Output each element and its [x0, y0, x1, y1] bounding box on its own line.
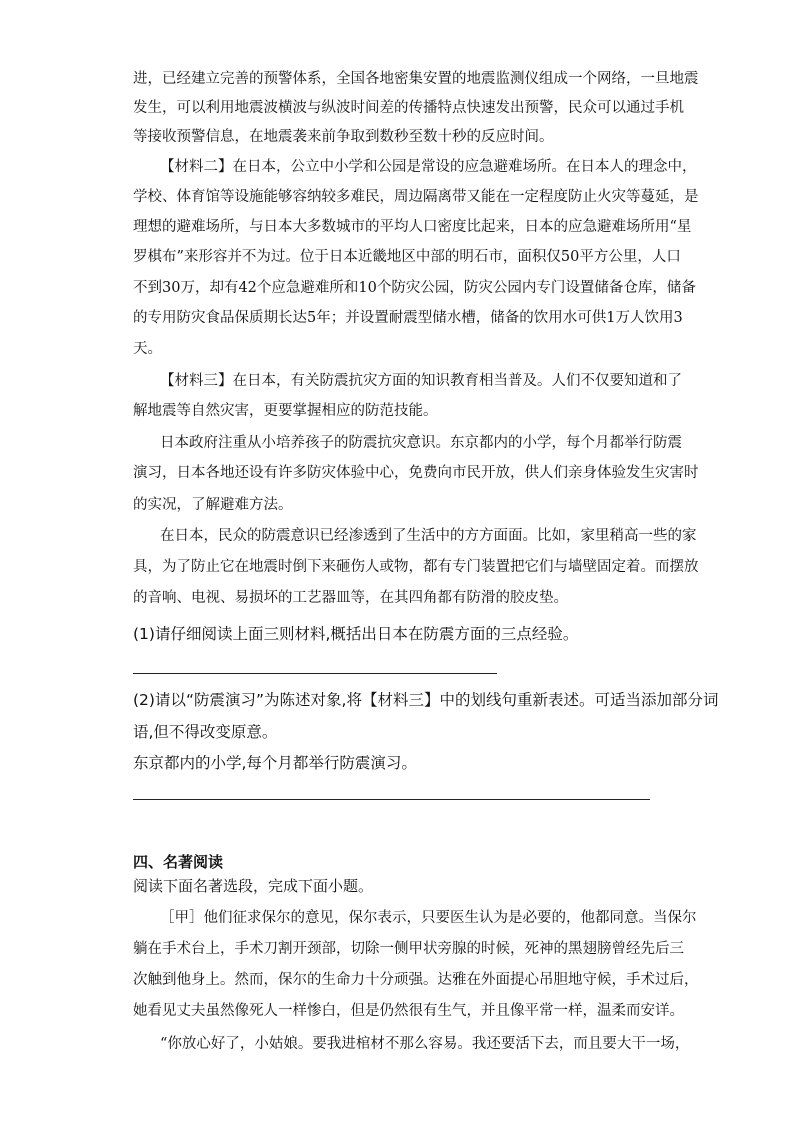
- material-three-line: 【材料三】在日本，有关防震抗灾方面的知识教育相当普及。人们不仅要知道和了: [160, 373, 682, 389]
- text-line: 等接收预警信息，在地震袭来前争取到数秒至数十秒的反应时间。: [133, 129, 554, 145]
- daily-life-paragraph-line: 的音响、电视、易损坏的工艺器皿等，在其四角都有防滑的胶皮垫。: [133, 590, 568, 606]
- material-three-line: 解地震等自然灾害，更要掌握相应的防范技能。: [133, 403, 438, 419]
- material-two-line: 学校、体育馆等设施能够容纳较多难民，周边隔离带又能在一定程度防止火灾等蔓延，是: [133, 189, 699, 205]
- excerpt-line: “你放心好了，小姑娘。要我进棺材不那么容易。我还要活下去，而且要大干一场，: [160, 1036, 690, 1052]
- question-1: (1)请仔细阅读上面三则材料,概括出日本在防震方面的三点经验。: [133, 625, 579, 643]
- text-line: 发生，可以利用地震波横波与纵波时间差的传播特点快速发出预警，民众可以通过手机: [133, 100, 684, 116]
- question-2-line: (2)请以“防震演习”为陈述对象,将【材料三】中的划线句重新表述。可适当添加部分词: [133, 691, 719, 709]
- answer-line-1: [133, 673, 497, 674]
- excerpt-line: 次触到他身上。然而，保尔的生命力十分顽强。达雅在外面提心吊胆地守候，手术过后，: [133, 972, 699, 988]
- material-two-line: 的专用防灾食品保质期长达5年；并设置耐震型储水槽，储备的饮用水可供1万人饮用3: [133, 310, 683, 326]
- question-2-line: 语,但不得改变原意。: [133, 723, 278, 741]
- section-instruction: 阅读下面名著选段，完成下面小题。: [133, 877, 374, 895]
- drills-paragraph-line: 演习，日本各地还设有许多防灾体验中心，免费向市民开放，供人们亲身体验发生灾害时: [133, 465, 699, 481]
- material-two-line: 不到30万，却有42个应急避难所和10个防灾公园，防灾公园内专门设置储备仓库，储备: [133, 280, 696, 296]
- material-two-line: 理想的避难场所，与日本大多数城市的平均人口密度比起来，日本的应急避难场所用“星: [133, 219, 692, 235]
- drills-paragraph-line: 的实况，了解避难方法。: [133, 497, 293, 513]
- excerpt-line: ［甲］他们征求保尔的意见，保尔表示，只要医生认为是必要的，他都同意。当保尔: [160, 910, 697, 926]
- daily-life-paragraph-line: 在日本，民众的防震意识已经渗透到了生活中的方方面面。比如，家里稍高一些的家: [160, 528, 697, 544]
- drills-paragraph-line: 日本政府注重从小培养孩子的防震抗灾意识。东京都内的小学，每个月都举行防震: [160, 435, 682, 451]
- material-two-line: 【材料二】在日本，公立中小学和公园是常设的应急避难场所。在日本人的理念中，: [160, 159, 697, 175]
- excerpt-line: 躺在手术台上，手术刀割开颈部，切除一侧甲状旁腺的时候，死神的黑翅膀曾经先后三: [133, 941, 684, 957]
- material-two-line: 罗棋布”来形容并不为过。位于日本近畿地区中部的明石市，面积仅50平方公里，人口: [133, 249, 681, 265]
- question-2-sentence: 东京都内的小学,每个月都举行防震演习。: [133, 754, 417, 772]
- excerpt-line: 她看见丈夫虽然像死人一样惨白，但是仍然很有生气，并且像平常一样，温柔而安详。: [133, 1003, 684, 1019]
- daily-life-paragraph-line: 具，为了防止它在地震时倒下来砸伤人或物，都有专门装置把它们与墙壁固定着。而摆放: [133, 559, 699, 575]
- section-heading: 四、名著阅读: [133, 853, 224, 871]
- answer-line-2: [133, 799, 650, 800]
- material-two-line: 天。: [133, 341, 162, 357]
- text-line: 进，已经建立完善的预警体系，全国各地密集安置的地震监测仪组成一个网络，一旦地震: [133, 71, 699, 87]
